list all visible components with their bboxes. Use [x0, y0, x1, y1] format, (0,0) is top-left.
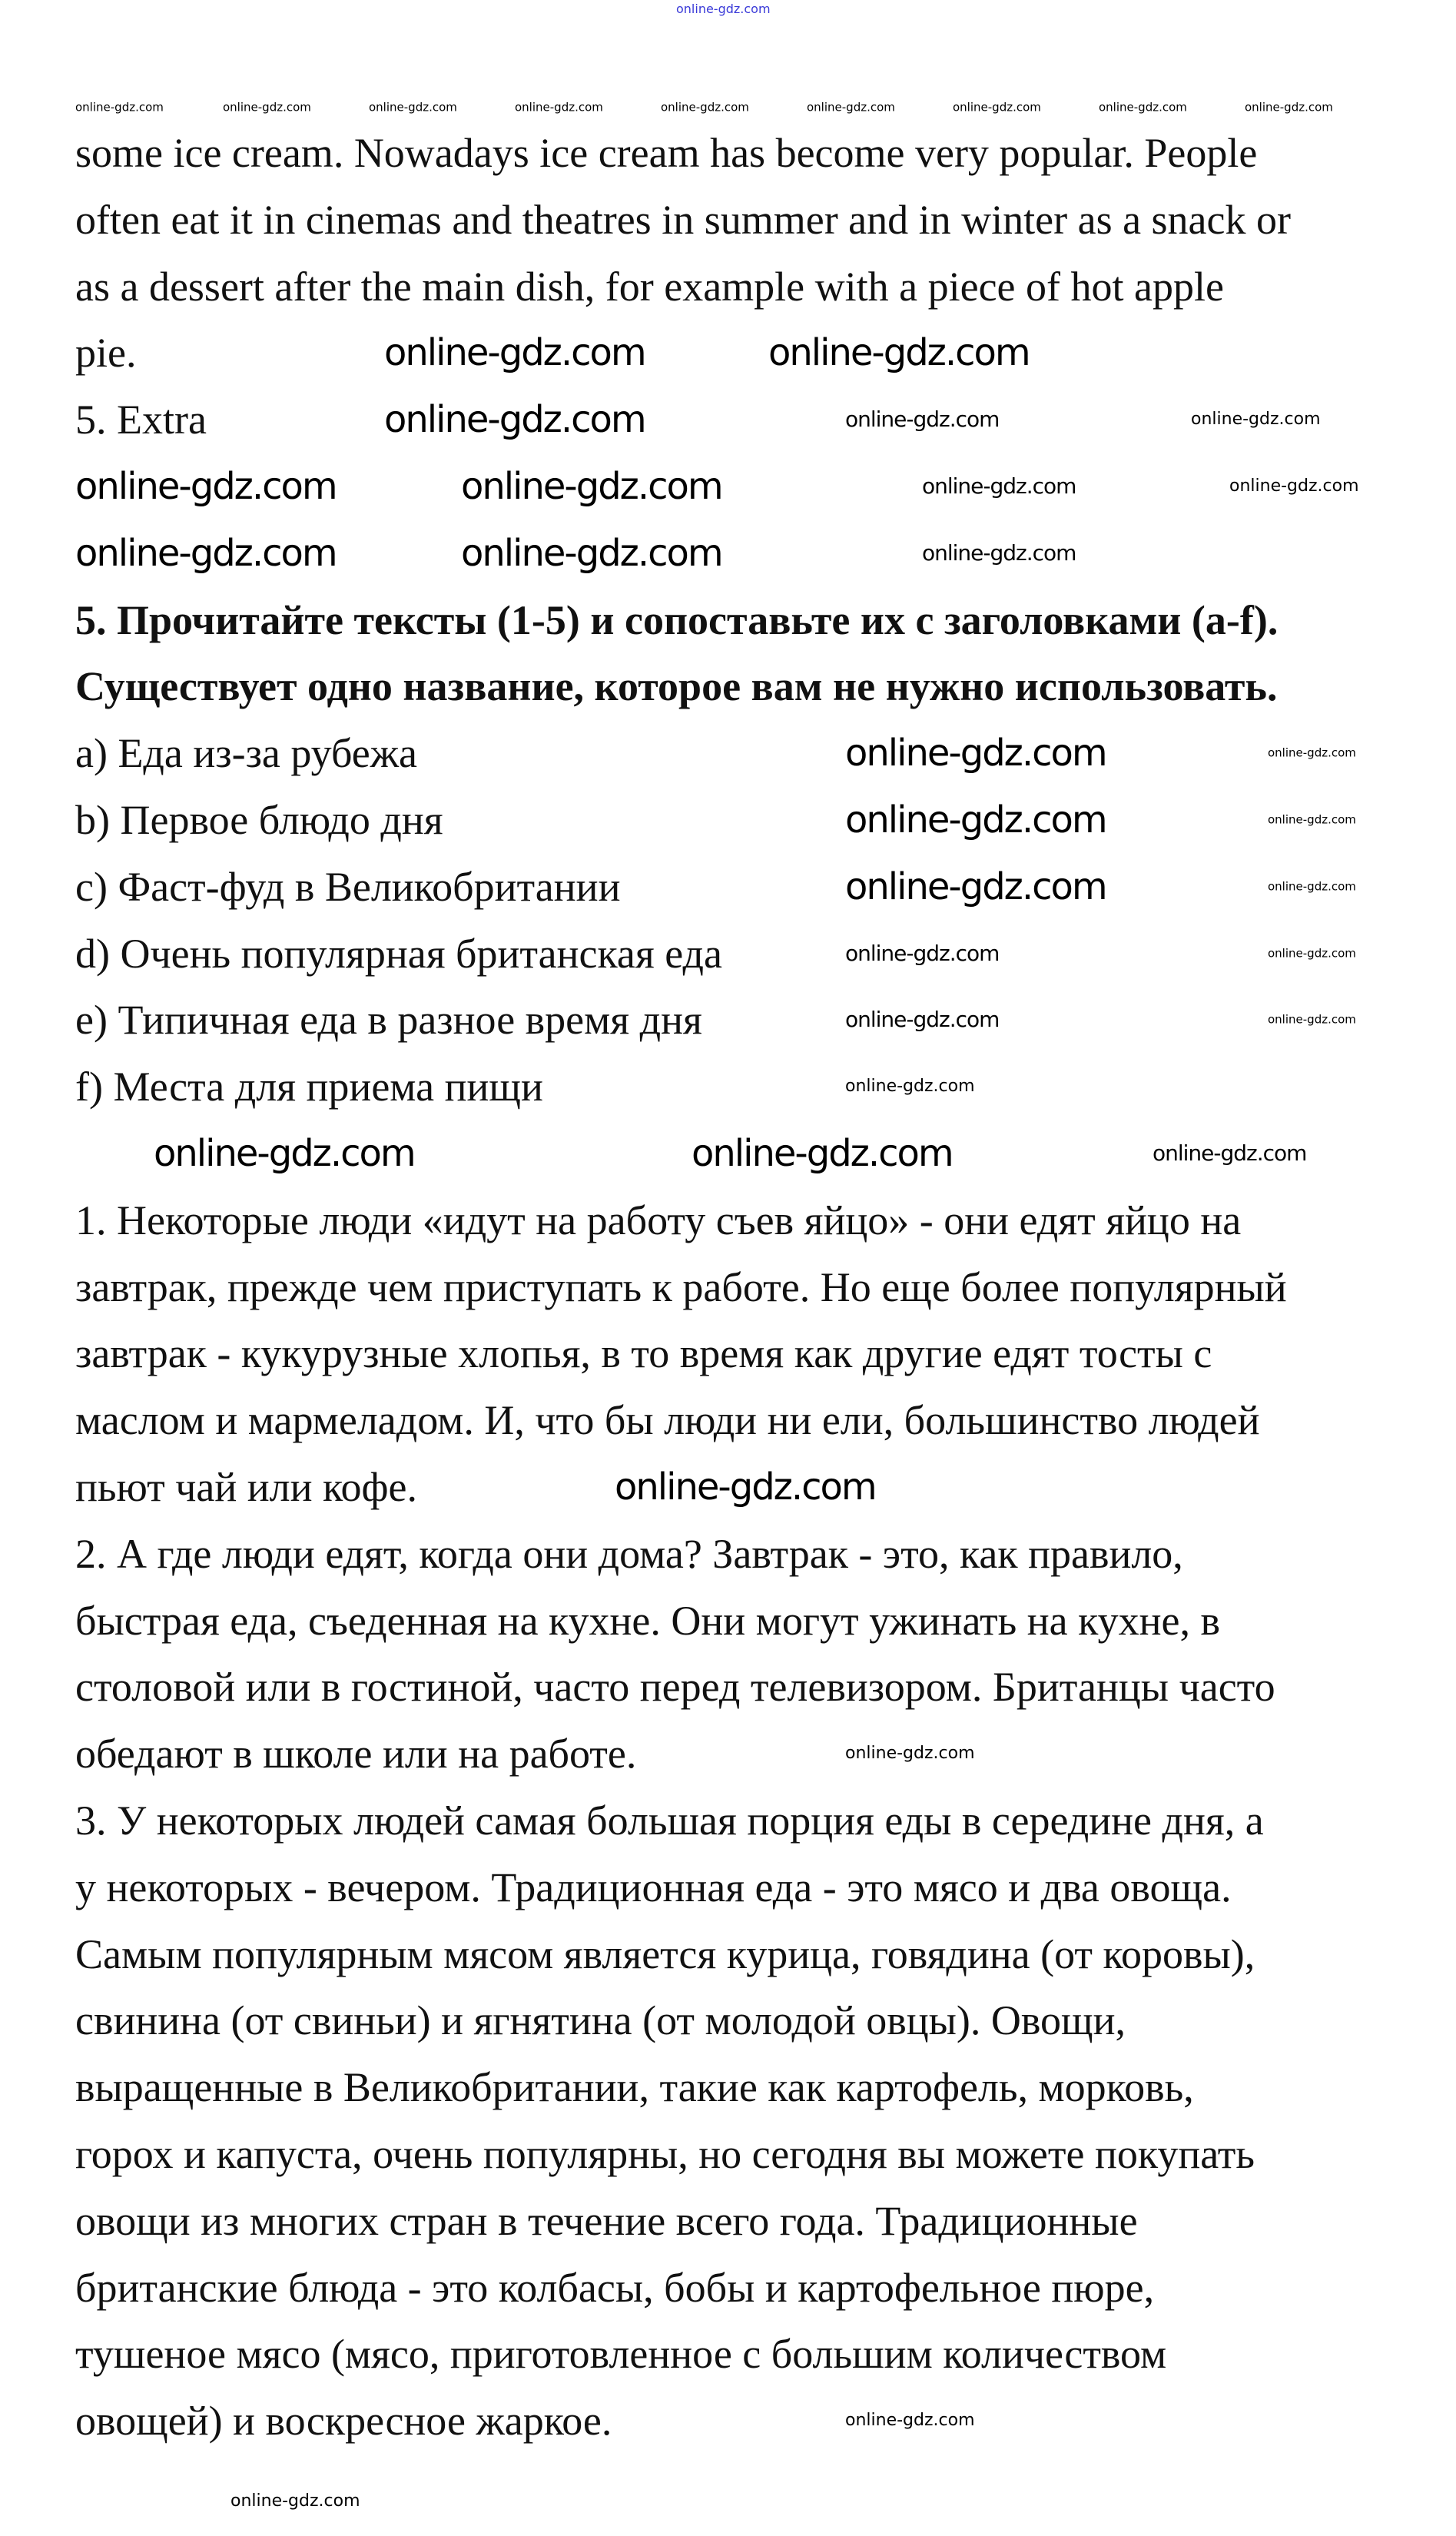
watermark-text: online-gdz.com: [1268, 946, 1356, 961]
text3-line: британские блюда - это колбасы, бобы и картофельное пюре,: [75, 2264, 1155, 2311]
watermark-text: online-gdz.com: [676, 2, 771, 16]
watermark-text: online-gdz.com: [922, 473, 1076, 499]
text2-line: быстрая еда, съеденная на кухне. Они могут ужинать на кухне, в: [75, 1597, 1220, 1644]
watermark-text: online-gdz.com: [231, 2491, 360, 2511]
watermark-text: online-gdz.com: [661, 100, 749, 115]
watermark-text: online-gdz.com: [845, 407, 1000, 433]
watermark-text: online-gdz.com: [1268, 745, 1356, 760]
text1-line: завтрак, прежде чем приступать к работе. Но еще более популярный: [75, 1263, 1287, 1310]
text2-line: обедают в школе или на работе.: [75, 1731, 637, 1778]
watermark-text: online-gdz.com: [1229, 476, 1359, 496]
text3-line: овощи из многих стран в течение всего года. Традиционные: [75, 2197, 1138, 2244]
text3-line: тушеное мясо (мясо, приготовленное с большим количеством: [75, 2331, 1167, 2378]
intro-line: as a dessert after the main dish, for example with a piece of hot apple: [75, 263, 1224, 310]
watermark-text: online-gdz.com: [461, 531, 722, 575]
task-heading-line: 5. Прочитайте тексты (1-5) и сопоставьте их с заголовками (a-f).: [75, 596, 1279, 643]
watermark-text: online-gdz.com: [1268, 812, 1356, 827]
watermark-text: online-gdz.com: [75, 531, 337, 575]
watermark-text: online-gdz.com: [953, 100, 1041, 115]
watermark-text: online-gdz.com: [1268, 879, 1356, 894]
options-line: b) Первое блюдо дня: [75, 797, 443, 843]
watermark-text: online-gdz.com: [154, 1132, 415, 1175]
watermark-text: online-gdz.com: [1191, 410, 1321, 430]
text1-line: 1. Некоторые люди «идут на работу съев яйцо» - они едят яйцо на: [75, 1197, 1242, 1243]
options-line: d) Очень популярная британская еда: [75, 930, 722, 977]
options-line: f) Места для приема пищи: [75, 1064, 543, 1110]
task-heading-line: Существует одно название, которое вам не нужно использовать.: [75, 663, 1278, 710]
watermark-text: online-gdz.com: [845, 865, 1106, 908]
text2-line: столовой или в гостиной, часто перед телевизором. Британцы часто: [75, 1664, 1275, 1711]
text3-line: выращенные в Великобритании, такие как картофель, морковь,: [75, 2064, 1194, 2111]
intro-line: some ice cream. Nowadays ice cream has become very popular. People: [75, 130, 1258, 176]
watermark-text: online-gdz.com: [1153, 1140, 1307, 1166]
watermark-text: online-gdz.com: [384, 398, 645, 442]
text1-line: маслом и мармеладом. И, что бы люди ни ели, большинство людей: [75, 1397, 1260, 1444]
intro-line: often eat it in cinemas and theatres in summer and in winter as a snack or: [75, 196, 1291, 243]
intro-line: 5. Extra: [75, 397, 207, 443]
text1-line: завтрак - кукурузные хлопья, в то время как другие едят тосты с: [75, 1330, 1212, 1377]
watermark-text: online-gdz.com: [845, 1077, 975, 1097]
watermark-text: online-gdz.com: [845, 2411, 975, 2431]
watermark-text: online-gdz.com: [384, 331, 645, 375]
text3-line: горох и капуста, очень популярны, но сегодня вы можете покупать: [75, 2131, 1255, 2177]
watermark-text: online-gdz.com: [845, 1007, 1000, 1033]
intro-line: pie.: [75, 330, 137, 377]
text3-line: у некоторых - вечером. Традиционная еда - это мясо и два овоща.: [75, 1864, 1232, 1910]
options-line: e) Типичная еда в разное время дня: [75, 997, 702, 1044]
text3-line: овощей) и воскресное жаркое.: [75, 2398, 612, 2445]
watermark-text: online-gdz.com: [692, 1132, 953, 1175]
text2-line: 2. А где люди едят, когда они дома? Завтрак - это, как правило,: [75, 1530, 1183, 1577]
watermark-text: online-gdz.com: [845, 940, 1000, 966]
text1-line: пьют чай или кофе.: [75, 1464, 417, 1510]
watermark-text: online-gdz.com: [845, 1744, 975, 1764]
watermark-text: online-gdz.com: [515, 100, 603, 115]
options-line: c) Фаст-фуд в Великобритании: [75, 863, 621, 910]
watermark-text: online-gdz.com: [75, 465, 337, 508]
watermark-text: online-gdz.com: [223, 100, 311, 115]
watermark-text: online-gdz.com: [845, 732, 1106, 775]
watermark-text: online-gdz.com: [1268, 1012, 1356, 1027]
watermark-text: online-gdz.com: [369, 100, 457, 115]
watermark-text: online-gdz.com: [615, 1466, 876, 1509]
watermark-text: online-gdz.com: [922, 539, 1076, 566]
watermark-text: online-gdz.com: [1245, 100, 1333, 115]
watermark-text: online-gdz.com: [461, 465, 722, 508]
text3-line: Самым популярным мясом является курица, говядина (от коровы),: [75, 1930, 1255, 1977]
text3-line: 3. У некоторых людей самая большая порция еды в середине дня, а: [75, 1797, 1264, 1844]
text3-line: свинина (от свиньи) и ягнятина (от молодой овцы). Овощи,: [75, 1997, 1126, 2044]
watermark-text: online-gdz.com: [807, 100, 895, 115]
watermark-text: online-gdz.com: [845, 798, 1106, 841]
watermark-text: online-gdz.com: [768, 331, 1030, 375]
watermark-text: online-gdz.com: [1099, 100, 1187, 115]
options-line: a) Еда из-за рубежа: [75, 730, 417, 777]
watermark-text: online-gdz.com: [75, 100, 164, 115]
